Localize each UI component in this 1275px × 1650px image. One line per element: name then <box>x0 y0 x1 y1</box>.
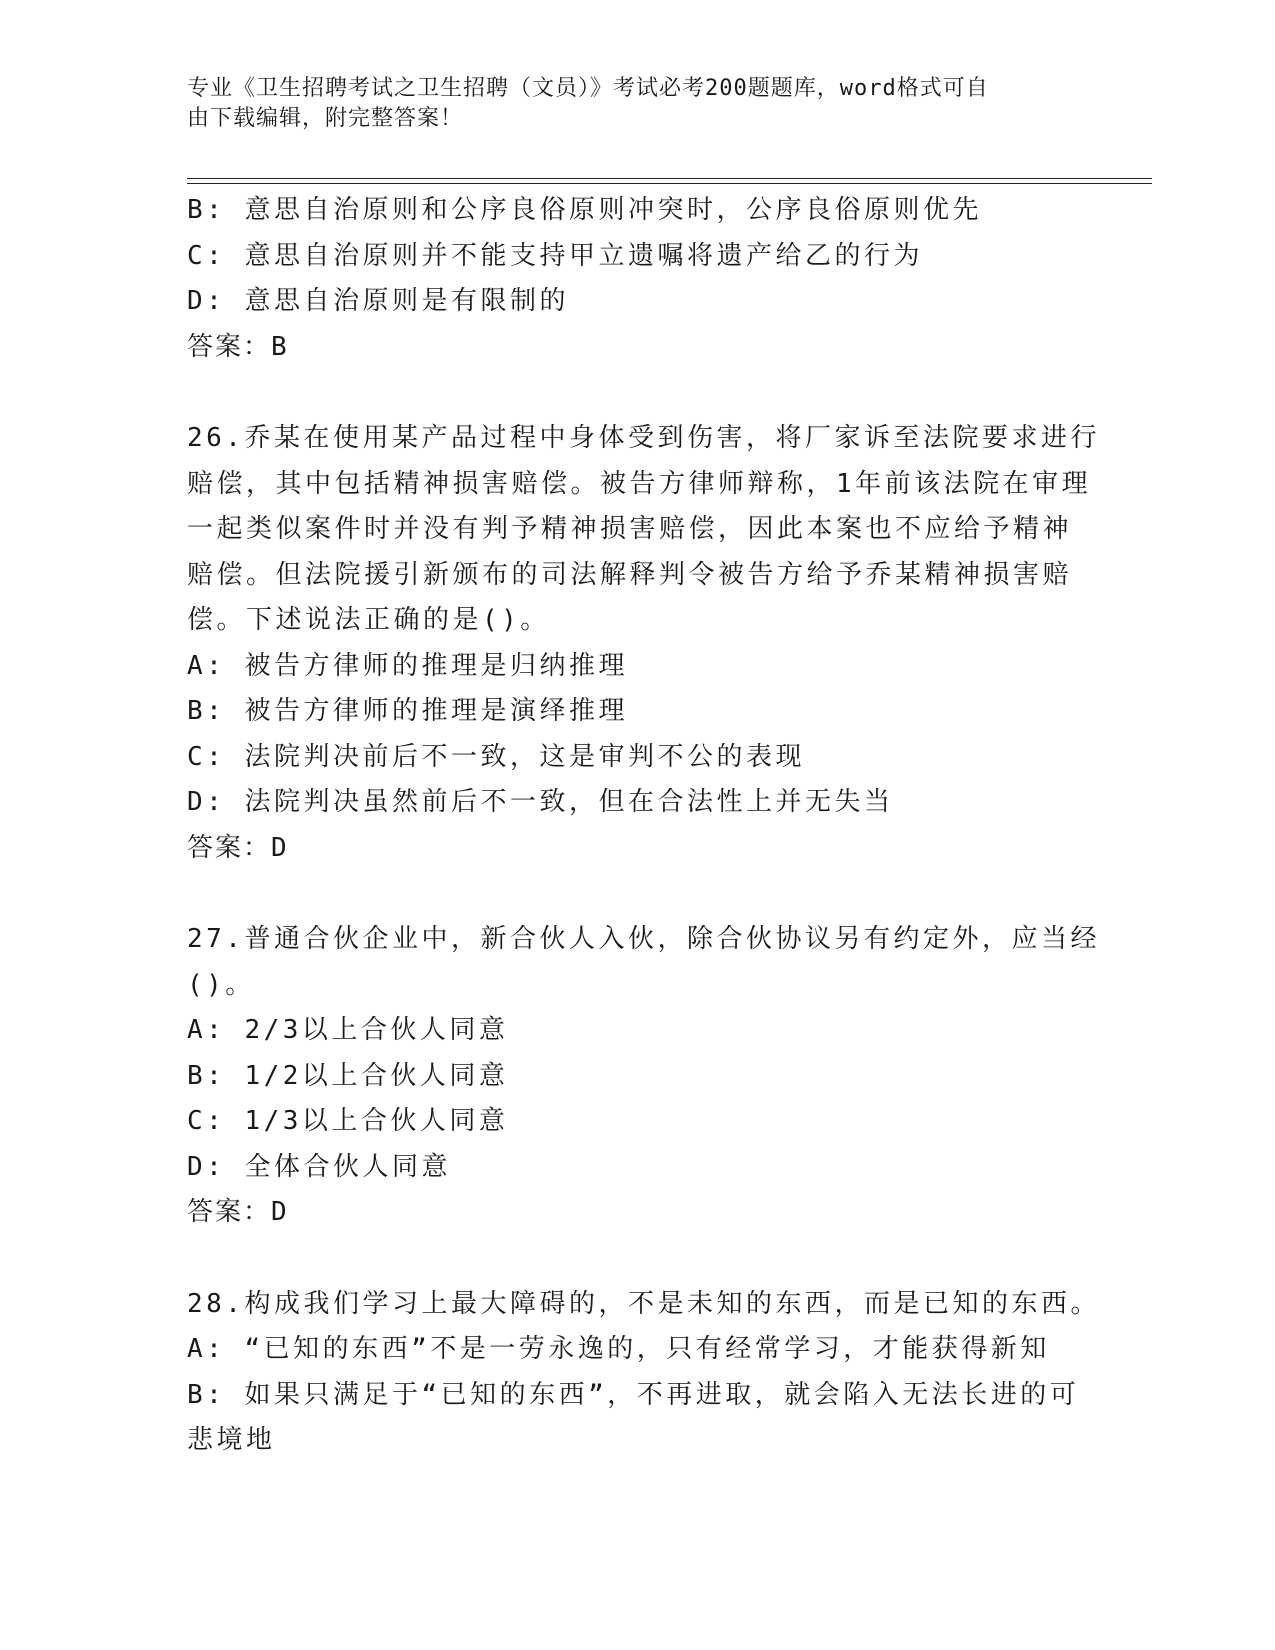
option-a: A: 被告方律师的推理是归纳推理 <box>187 650 628 681</box>
question-28 <box>187 1282 1100 1464</box>
question-stem-line: 28.构成我们学习上最大障碍的，不是未知的东西，而是已知的东西。 <box>187 1288 1100 1319</box>
option-b: B: 被告方律师的推理是演绎推理 <box>187 696 628 726</box>
question-stem-line: 赔偿。但法院援引新颁布的司法解释判令被告方给予乔某精神损害赔 <box>187 559 1073 590</box>
answer-line: 答案：D <box>187 832 289 863</box>
option-c: C: 意思自治原则并不能支持甲立遗嘱将遗产给乙的行为 <box>187 240 923 271</box>
spacer <box>187 370 1087 416</box>
document-header <box>187 74 1067 134</box>
option-b: B: 1/2以上合伙人同意 <box>187 1060 509 1091</box>
header-divider-bottom <box>187 183 1152 184</box>
option-c: C: 1/3以上合伙人同意 <box>187 1106 509 1136</box>
question-26 <box>187 416 1100 871</box>
spacer <box>187 1236 1087 1282</box>
answer-line: 答案：B <box>187 331 289 362</box>
header-line-2: 由下载编辑，附完整答案！ <box>187 106 464 131</box>
question-stem-line: 偿。下述说法正确的是()。 <box>187 605 550 635</box>
option-a: A: 2/3以上合伙人同意 <box>187 1015 509 1045</box>
option-b-continued: 悲境地 <box>187 1425 276 1455</box>
header-divider-top <box>187 178 1152 179</box>
spacer <box>187 871 1087 917</box>
option-d: D: 法院判决虽然前后不一致，但在合法性上并无失当 <box>187 787 894 817</box>
option-b: B: 意思自治原则和公序良俗原则冲突时，公序良俗原则优先 <box>187 195 982 225</box>
question-25-continued <box>187 188 1087 370</box>
answer-line: 答案：D <box>187 1197 289 1227</box>
question-27 <box>187 917 1100 1236</box>
option-a: A: “已知的东西”不是一劳永逸的，只有经常学习，才能获得新知 <box>187 1334 1050 1364</box>
question-stem-line: 27.普通合伙企业中，新合伙人入伙，除合伙协议另有约定外，应当经 <box>187 924 1100 954</box>
question-content <box>187 188 1100 1464</box>
question-stem-line: 26.乔某在使用某产品过程中身体受到伤害，将厂家诉至法院要求进行 <box>187 423 1100 453</box>
option-d: D: 意思自治原则是有限制的 <box>187 286 569 316</box>
option-c: C: 法院判决前后不一致，这是审判不公的表现 <box>187 741 805 772</box>
option-b: B: 如果只满足于“已知的东西”，不再进取，就会陷入无法长进的可 <box>187 1379 1080 1410</box>
question-stem-line: 一起类似案件时并没有判予精神损害赔偿，因此本案也不应给予精神 <box>187 514 1073 544</box>
header-line-1: 专业《卫生招聘考试之卫生招聘（文员）》考试必考200题题库，word格式可自 <box>187 76 989 101</box>
option-d: D: 全体合伙人同意 <box>187 1151 451 1182</box>
question-stem-line: 赔偿，其中包括精神损害赔偿。被告方律师辩称，1年前该法院在审理 <box>187 468 1092 499</box>
question-stem-line: ()。 <box>187 969 255 1000</box>
